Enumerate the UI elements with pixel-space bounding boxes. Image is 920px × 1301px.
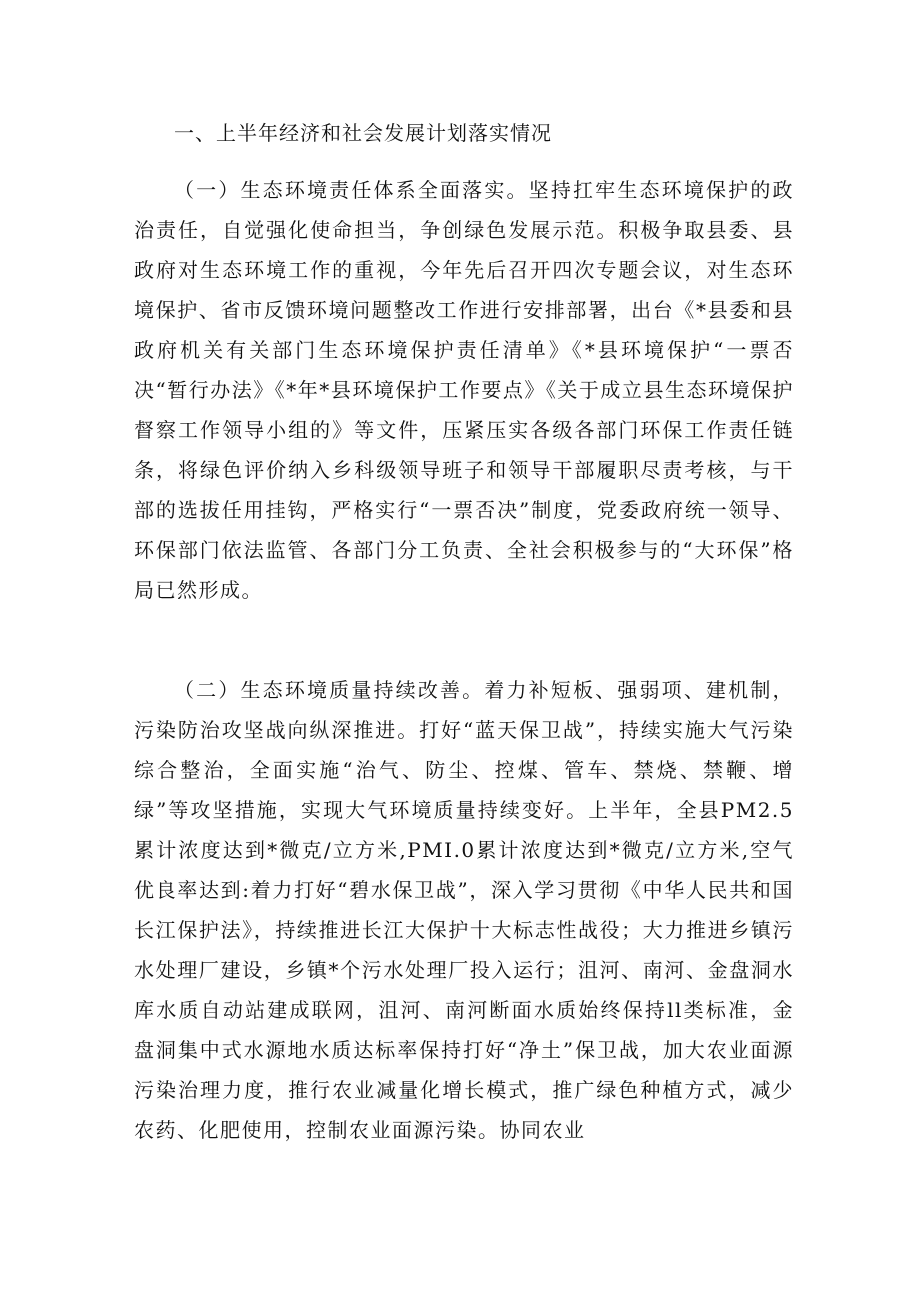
paragraph-environment-quality: （二）生态环境质量持续改善。着力补短板、强弱项、建机制，污染防治攻坚战向纵深推进。打好“蓝天保卫战”，持续实施大气污染综合整治，全面实施“治气、防尘、控煤、管车、禁烧、禁鞭、增绿”等攻坚措施，实现大气环境质量持续变好。上半年，全县PM2.5累计浓度达到*微克/立方米,PMI.0累计浓度达到*微克/立方米,空气优良率达到:着力打好“碧水保卫战”，深入学习贯彻《中华人民共和国长江保护法》，持续推进长江大保护十大标志性战役；大力推进乡镇污水处理厂建设，乡镇*个污水处理厂投入运行；沮河、南河、金盘洞水库水质自动站建成联网，沮河、南河断面水质始终保持ll类标准，金盘洞集中式水源地水质达标率保持打好“净土”保卫战，加大农业面源污染治理力度，推行农业减量化增长模式，推广绿色种植方式，减少农药、化肥使用，控制农业面源污染。协同农业 bbox=[134, 678, 794, 1142]
section-heading: 一、上半年经济和社会发展计划落实情况 bbox=[174, 121, 552, 145]
paragraph-environment-responsibility: （一）生态环境责任体系全面落实。坚持扛牢生态环境保护的政治责任，自觉强化使命担当，争创绿色发展示范。积极争取县委、县政府对生态环境工作的重视，今年先后召开四次专题会议，对生态环境保护、省市反馈环境问题整改工作进行安排部署，出台《*县委和县政府机关有关部门生态环境保护责任清单》《*县环境保护“一票否决“暂行办法》《*年*县环境保护工作要点》《关于成立县生态环境保护督察工作领导小组的》等文件，压紧压实各级各部门环保工作责任链条，将绿色评价纳入乡科级领导班子和领导干部履职尽责考核，与干部的选拔任用挂钩，严格实行“一票否决”制度，党委政府统一领导、环保部门依法监管、各部门分工负责、全社会积极参与的“大环保”格局已然形成。 bbox=[134, 178, 794, 602]
